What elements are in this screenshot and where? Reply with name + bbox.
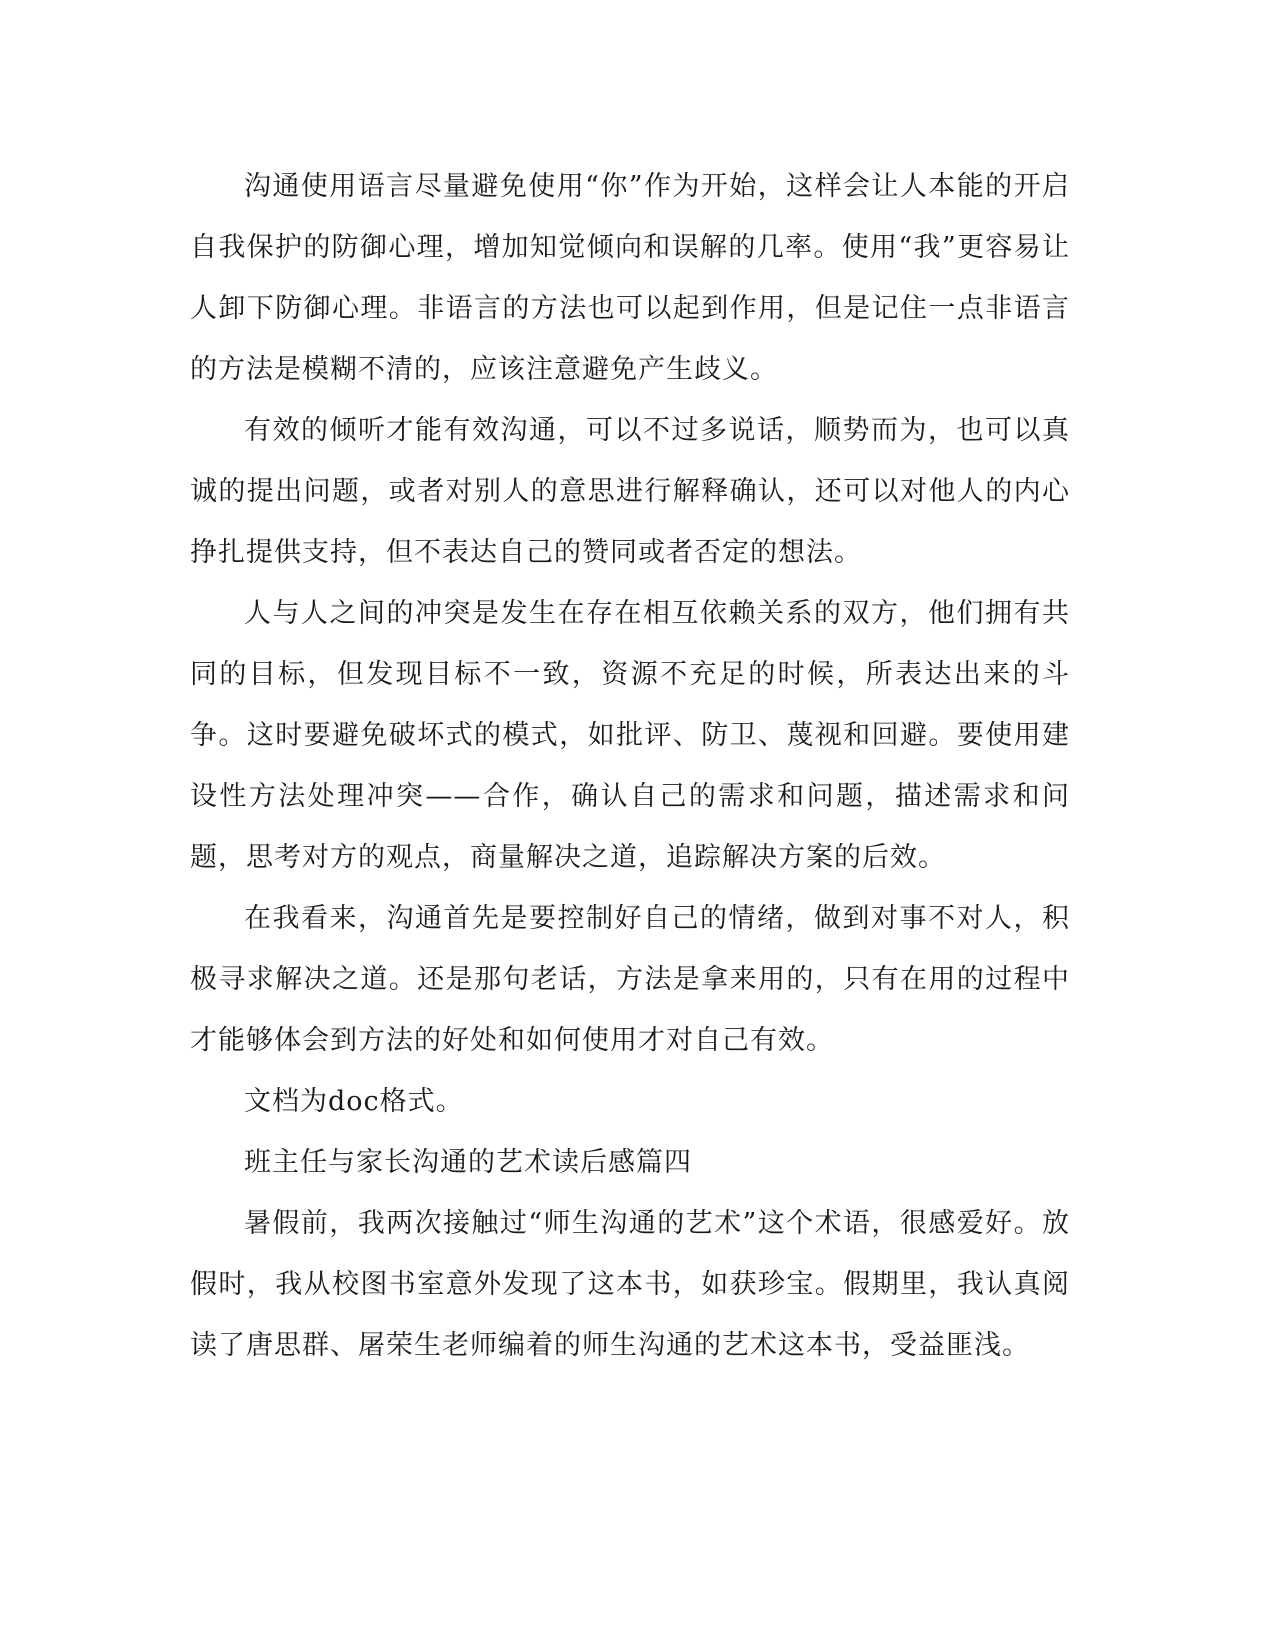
paragraph-avoid-you: 沟通使用语言尽量避免使用“你”作为开始，这样会让人本能的开启自我保护的防御心理，增加知觉倾向和误解的几率。使用“我”更容易让人卸下防御心理。非语言的方法也可以起到作用，但是记住一点非语言的方法是模糊不清的，应该注意避免产生歧义。 xyxy=(190,171,1070,385)
paragraph-summer: 暑假前，我两次接触过“师生沟通的艺术”这个术语，很感爱好。放假时，我从校图书室意外发现了这本书，如获珍宝。假期里，我认真阅读了唐思群、屠荣生老师编着的师生沟通的艺术这本书，受益匪浅。 xyxy=(190,1208,1070,1361)
paragraph-format-note: 文档为doc格式。 xyxy=(244,1086,464,1117)
paragraph-my-view: 在我看来，沟通首先是要控制好自己的情绪，做到对事不对人，积极寻求解决之道。还是那句老话，方法是拿来用的，只有在用的过程中才能够体会到方法的好处和如何使用才对自己有效。 xyxy=(190,903,1070,1056)
paragraph-listening: 有效的倾听才能有效沟通，可以不过多说话，顺势而为，也可以真诚的提出问题，或者对别人的意思进行解释确认，还可以对他人的内心挣扎提供支持，但不表达自己的赞同或者否定的想法。 xyxy=(190,415,1070,568)
section-heading: 班主任与家长沟通的艺术读后感篇四 xyxy=(244,1147,692,1178)
document-body xyxy=(190,156,1070,1376)
paragraph-conflict: 人与人之间的冲突是发生在存在相互依赖关系的双方，他们拥有共同的目标，但发现目标不一致，资源不充足的时候，所表达出来的斗争。这时要避免破坏式的模式，如批评、防卫、蔑视和回避。要使用建设性方法处理冲突——合作，确认自己的需求和问题，描述需求和问题，思考对方的观点，商量解决之道，追踪解决方案的后效。 xyxy=(190,598,1070,873)
